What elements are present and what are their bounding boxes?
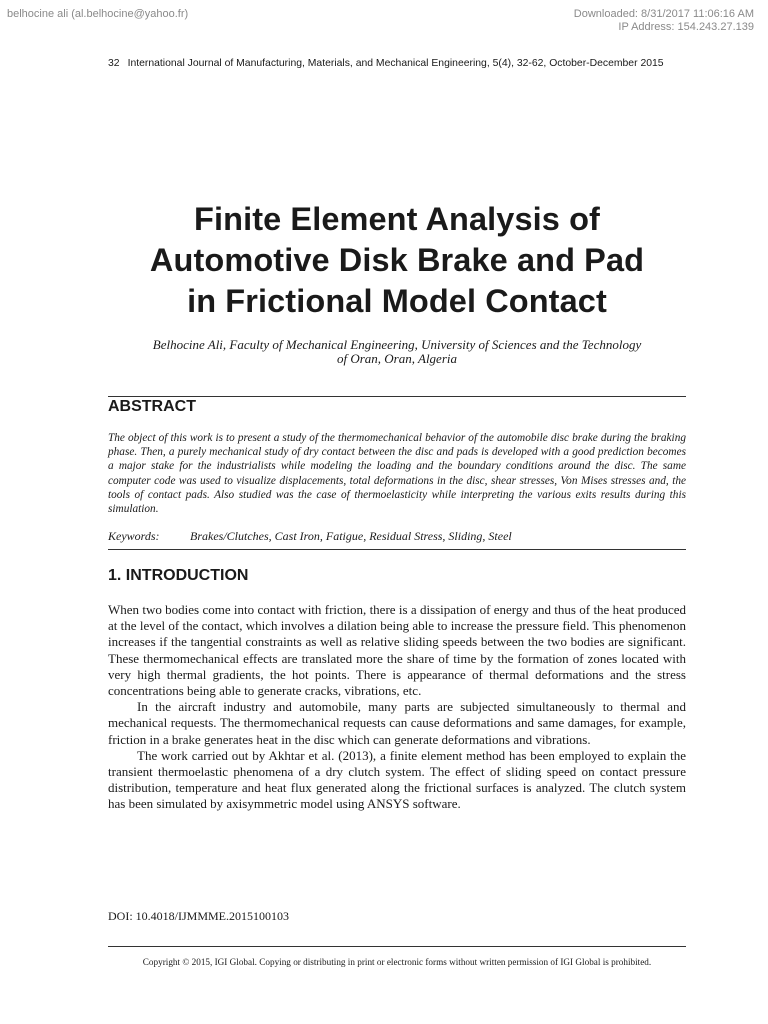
introduction-heading: 1. INTRODUCTION xyxy=(108,567,249,584)
download-timestamp: Downloaded: 8/31/2017 11:06:16 AM xyxy=(573,8,754,20)
author-line: Belhocine Ali, Faculty of Mechanical Engineering, University of Sciences and the Technology xyxy=(152,337,642,352)
paragraph: The work carried out by Akhtar et al. (2013), a finite element method has been employed to explain the transient thermoelastic phenomena of a dry clutch system. The effect of sliding speed on contact pressure distribution, temperature and heat flux generated along the frictional surfaces is analyzed. The clutch system has been simulated by axisymmetric model using ANSYS software. xyxy=(108,747,686,812)
paragraph: In the aircraft industry and automobile, many parts are subjected simultaneously to thermal and mechanical requests. The thermomechanical requests can cause deformations and same damages, for example, friction in a brake generates heat in the disc which can generate deformations and vibrations. xyxy=(108,699,686,747)
introduction-body xyxy=(108,602,686,813)
author-affiliation xyxy=(108,338,686,366)
running-head xyxy=(108,58,664,69)
footer-rule xyxy=(108,946,686,947)
page-number: 32 xyxy=(108,58,120,69)
abstract-top-rule xyxy=(108,396,686,397)
doi: DOI: 10.4018/IJMMME.2015100103 xyxy=(108,909,290,923)
keywords-bottom-rule xyxy=(108,549,686,550)
keywords-terms: Brakes/Clutches, Cast Iron, Fatigue, Residual Stress, Sliding, Steel xyxy=(190,529,512,543)
download-details xyxy=(574,8,754,34)
keywords-row xyxy=(108,529,686,544)
copyright-notice: Copyright © 2015, IGI Global. Copying or distributing in print or electronic forms without written permission of IGI Global is prohibited. xyxy=(142,957,652,967)
paragraph: When two bodies come into contact with friction, there is a dissipation of energy and thus of the heat produced at the level of the contact, which involves a dilation being able to increase the pressure field. This phenomenon increases if the tangential constraints as well as relative sliding speeds between the two bodies are significant. These thermomechanical effects are translated more the share of time by the formation of zones located with very high thermal gradients, the hot points. There is appearance of thermal deformations and the stress concentrations being able to generate cracks, vibrations, etc. xyxy=(108,602,686,699)
title-line: Automotive Disk Brake and Pad xyxy=(149,242,645,278)
downloader-name: belhocine ali (al.belhocine@yahoo.fr) xyxy=(7,8,189,20)
keywords-label: Keywords: xyxy=(108,529,160,543)
journal-citation: International Journal of Manufacturing, Materials, and Mechanical Engineering, 5(4), 32-62, October-December 2015 xyxy=(127,58,664,69)
abstract-text: The object of this work is to present a study of the thermomechanical behavior of the automobile disc brake during the braking phase. Then, a purely mechanical study of dry contact between the disc and pads is developed with a good prediction becomes a major stake for the industrialists while modeling the loading and the boundary conditions around the disc. The same computer code was used to visualize displacements, total deformations in the disc, shear stresses, Von Mises stresses and, the tools of contact pads. Also studied was the case of thermoelasticity while interpreting the various exits results during this simulation. xyxy=(108,432,686,516)
title-line: in Frictional Model Contact xyxy=(187,283,607,319)
abstract-heading: ABSTRACT xyxy=(108,398,196,415)
ip-address: IP Address: 154.243.27.139 xyxy=(618,21,754,33)
paper-title xyxy=(60,199,734,322)
author-line: of Oran, Oran, Algeria xyxy=(336,351,457,366)
title-line: Finite Element Analysis of xyxy=(194,201,600,237)
